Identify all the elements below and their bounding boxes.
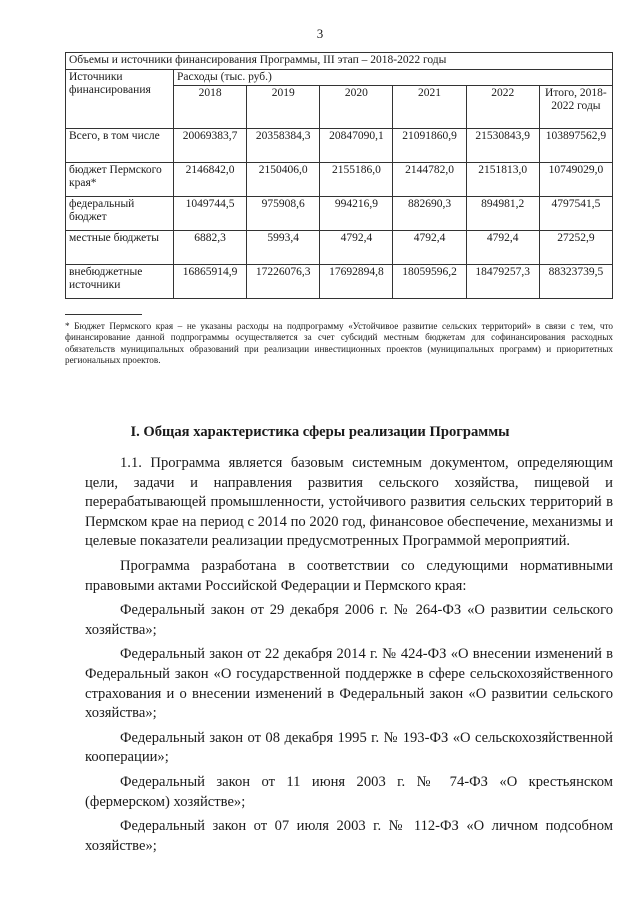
header-expenses: Расходы (тыс. руб.) [174, 70, 613, 86]
header-year: Итого, 2018-2022 годы [539, 86, 612, 129]
paragraph: Федеральный закон от 29 декабря 2006 г. № 264-ФЗ «О развитии сельского хозяйства»; [85, 602, 613, 638]
table-cell: 2151813,0 [466, 163, 539, 197]
table-row [66, 265, 613, 299]
table-row [66, 231, 613, 265]
table-cell: 5993,4 [247, 231, 320, 265]
table-title: Объемы и источники финансирования Программы, III этап – 2018-2022 годы [66, 53, 613, 70]
header-year: 2018 [174, 86, 247, 129]
body-text [85, 454, 613, 856]
table-cell: 4792,4 [393, 231, 466, 265]
row-label: местные бюджеты [66, 231, 174, 265]
table-cell: 1049744,5 [174, 197, 247, 231]
header-year: 2019 [247, 86, 320, 129]
table-cell: 20069383,7 [174, 129, 247, 163]
table-cell: 2146842,0 [174, 163, 247, 197]
header-year: 2020 [320, 86, 393, 129]
header-year: 2021 [393, 86, 466, 129]
table-cell: 4792,4 [320, 231, 393, 265]
table-cell: 20847090,1 [320, 129, 393, 163]
table-cell: 2144782,0 [393, 163, 466, 197]
footnote-rule [65, 314, 142, 315]
row-label: федеральный бюджет [66, 197, 174, 231]
table-cell: 17226076,3 [247, 265, 320, 299]
paragraph: Федеральный закон от 08 декабря 1995 г. № 193-ФЗ «О сельскохозяйственной кооперации»; [85, 729, 613, 766]
table-cell: 17692894,8 [320, 265, 393, 299]
table-cell: 4797541,5 [539, 197, 612, 231]
table-cell: 4792,4 [466, 231, 539, 265]
table-cell: 894981,2 [466, 197, 539, 231]
table-cell: 18479257,3 [466, 265, 539, 299]
section-heading: I. Общая характеристика сферы реализации Программы [130, 424, 510, 440]
table-cell: 21530843,9 [466, 129, 539, 163]
table-cell: 2155186,0 [320, 163, 393, 197]
footnote: * Бюджет Пермского края – не указаны расходы на подпрограмму «Устойчивое развитие сельских территорий» в связи с тем, что финансирование данной подпрограммы осуществляется за счет субсидий местным бюджетам для софинансирования расходных обязательств муниципальных образований при реализации инвестиционных проектов (муниципальных программ) и приоритетных региональных проектов. [65, 321, 613, 365]
table-cell: 16865914,9 [174, 265, 247, 299]
paragraph: Федеральный закон от 11 июня 2003 г. № 74-ФЗ «О крестьянском (фермерском) хозяйстве»; [85, 773, 613, 810]
table-cell: 2150406,0 [247, 163, 320, 197]
table-row [66, 163, 613, 197]
header-source: Источники финансирования [66, 70, 174, 129]
table-row [66, 129, 613, 163]
paragraph: Федеральный закон от 07 июля 2003 г. № 112-ФЗ «О личном подсобном хозяйстве»; [85, 818, 613, 854]
table-cell: 994216,9 [320, 197, 393, 231]
table-cell: 10749029,0 [539, 163, 612, 197]
paragraph: 1.1. Программа является базовым системным документом, определяющим цели, задачи и направления развития сельского хозяйства, пищевой и перерабатывающей промышленности, устойчивого развития сельских территорий в Пермском крае на период с 2014 по 2020 год, финансовое обеспечение, механизмы и целевые показатели реализации предусмотренных Программой мероприятий. [85, 455, 613, 550]
row-label: Всего, в том числе [66, 129, 174, 163]
table-cell: 21091860,9 [393, 129, 466, 163]
table-cell: 103897562,9 [539, 129, 612, 163]
row-label: внебюджетные источники [66, 265, 174, 299]
table-cell: 88323739,5 [539, 265, 612, 299]
table-cell: 975908,6 [247, 197, 320, 231]
table-cell: 882690,3 [393, 197, 466, 231]
table-cell: 6882,3 [174, 231, 247, 265]
page-number: 3 [316, 26, 324, 41]
paragraph: Федеральный закон от 22 декабря 2014 г. № 424-ФЗ «О внесении изменений в Федеральный закон «О государственной поддержке в сфере сельскохозяйственного страхования и о внесении изменений в Федеральный закон «О развитии сельского хозяйства»; [85, 646, 613, 722]
paragraph: Программа разработана в соответствии со следующими нормативными правовыми актами Российской Федерации и Пермского края: [85, 557, 613, 594]
row-label: бюджет Пермского края* [66, 163, 174, 197]
table-row [66, 197, 613, 231]
table-cell: 27252,9 [539, 231, 612, 265]
financing-table [65, 52, 613, 299]
header-year: 2022 [466, 86, 539, 129]
table-cell: 18059596,2 [393, 265, 466, 299]
table-cell: 20358384,3 [247, 129, 320, 163]
